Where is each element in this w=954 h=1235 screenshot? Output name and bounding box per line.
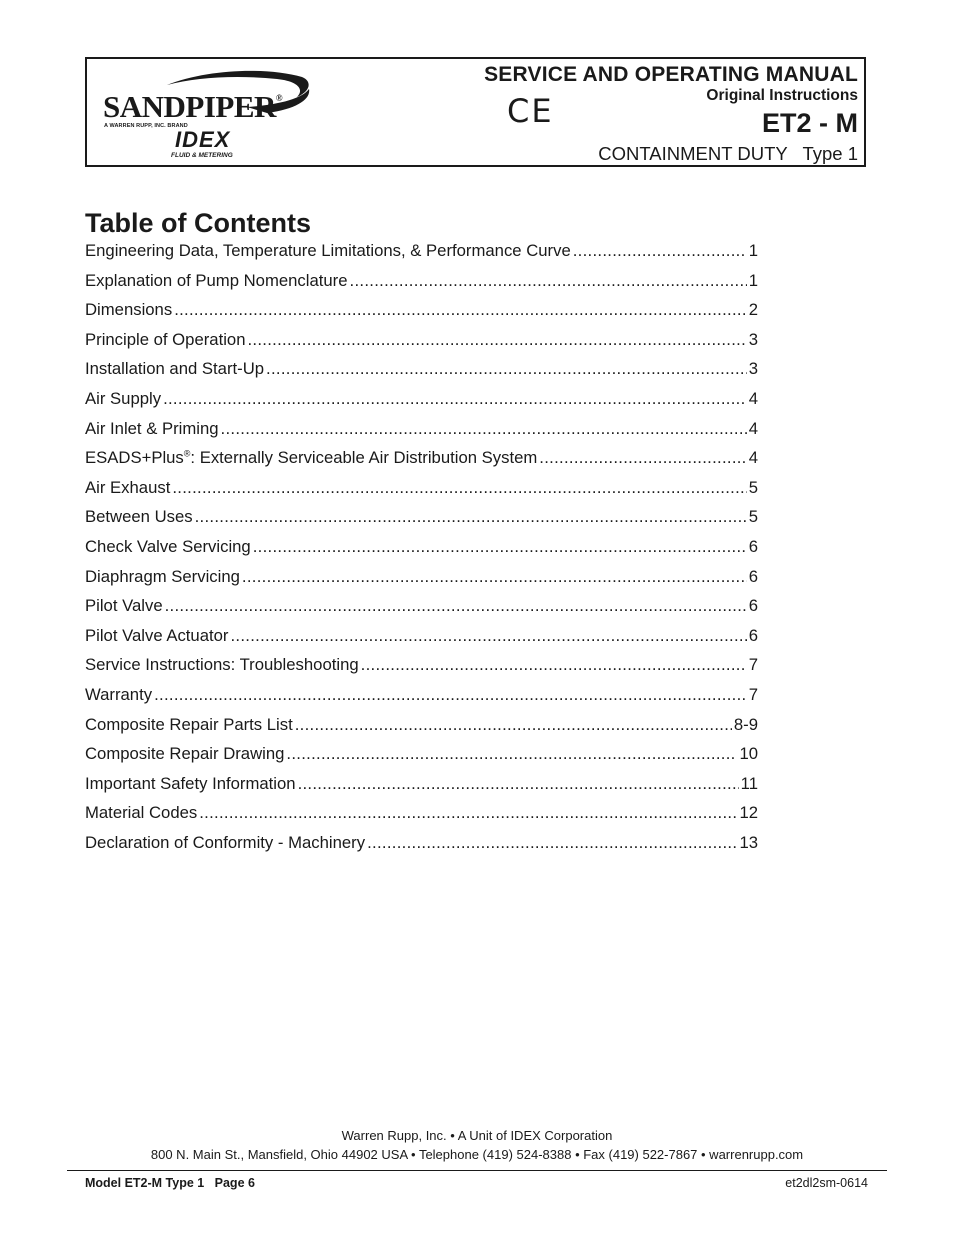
toc-entry-title: Air Inlet & Priming [85, 418, 219, 438]
toc-leader-dots [174, 300, 747, 320]
toc-entry[interactable] [85, 685, 758, 715]
toc-entry[interactable] [85, 803, 758, 833]
toc-entry-title: Material Codes [85, 803, 198, 823]
footer-model-page: Model ET2-M Type 1 Page 6 [85, 1176, 255, 1190]
toc-entry-title: Check Valve Servicing [85, 536, 251, 556]
toc-leader-dots [367, 833, 737, 853]
toc-entry-title: Pilot Valve [85, 596, 163, 616]
toc-entry-page: 10 [739, 744, 758, 764]
toc-entry-title: Principle of Operation [85, 329, 246, 349]
brand-wordmark [103, 89, 282, 125]
toc-entry-page: 1 [748, 270, 758, 290]
ce-mark-icon: CE [507, 92, 554, 130]
toc-entry[interactable] [85, 419, 758, 449]
toc-leader-dots [199, 803, 737, 823]
sandpiper-logo [97, 67, 327, 163]
footer-address: 800 N. Main St., Mansfield, Ohio 44902 USA • Telephone (419) 524-8388 • Fax (419) 522-7867 • warrenrupp.com [150, 1147, 804, 1162]
toc-entry[interactable] [85, 389, 758, 419]
toc-entry-page: 7 [748, 655, 758, 675]
toc-leader-dots [163, 389, 747, 409]
toc-entry-title: Service Instructions: Troubleshooting [85, 655, 359, 675]
toc-entry[interactable] [85, 359, 758, 389]
toc-entry[interactable] [85, 537, 758, 567]
toc-entry-page: 7 [748, 684, 758, 704]
toc-entry-title: Composite Repair Parts List [85, 714, 293, 734]
toc-leader-dots [172, 478, 746, 498]
toc-entry[interactable] [85, 300, 758, 330]
toc-entry-title-rest: : Externally Serviceable Air Distribution System [190, 448, 538, 468]
toc-entry[interactable] [85, 507, 758, 537]
toc-entry-page: 5 [748, 477, 758, 497]
toc-entry-title [85, 448, 537, 468]
toc-leader-dots [350, 271, 747, 291]
toc-leader-dots [165, 596, 747, 616]
idex-logo: IDEX [175, 127, 231, 152]
footer-divider [67, 1170, 887, 1171]
toc-entry-title: Engineering Data, Temperature Limitations, & Performance Curve [85, 241, 571, 260]
toc-leader-dots [242, 567, 747, 587]
toc-leader-dots [298, 774, 739, 794]
toc-entry[interactable] [85, 715, 758, 745]
brand-name: SANDPIPER [103, 89, 276, 124]
toc-entry[interactable] [85, 833, 758, 863]
toc-entry-page: 12 [739, 803, 758, 823]
toc-entry[interactable] [85, 478, 758, 508]
toc-entry-title: Air Supply [85, 388, 162, 408]
duty-type: CONTAINMENT DUTY Type 1 [598, 143, 858, 164]
toc-entry[interactable] [85, 271, 758, 301]
toc-entry-page: 6 [748, 566, 758, 586]
toc-leader-dots [361, 655, 747, 675]
toc-entry[interactable] [85, 626, 758, 656]
toc-entry-title: Explanation of Pump Nomenclature [85, 270, 348, 290]
toc-entry-page: 3 [748, 329, 758, 349]
toc-entry[interactable] [85, 448, 758, 478]
toc-entry[interactable] [85, 744, 758, 774]
toc-entry-page: 5 [748, 507, 758, 527]
toc-entry-page: 3 [748, 359, 758, 379]
toc-leader-dots [295, 715, 732, 735]
toc-entry-title: Important Safety Information [85, 773, 296, 793]
toc-leader-dots [266, 359, 747, 379]
toc-entry[interactable] [85, 330, 758, 360]
toc-entry-page: 13 [739, 832, 758, 852]
toc-entry-title: Composite Repair Drawing [85, 744, 285, 764]
toc-leader-dots [539, 448, 746, 468]
registered-mark: ® [183, 448, 191, 459]
toc-entry-page: 1 [748, 241, 758, 260]
toc-leader-dots [221, 419, 747, 439]
brand-tagline: A WARREN RUPP, INC. BRAND [104, 123, 188, 129]
manual-subtitle: Original Instructions [706, 87, 858, 104]
toc-entry-page: 6 [748, 536, 758, 556]
toc-entry[interactable] [85, 774, 758, 804]
toc-entry-title: Declaration of Conformity - Machinery [85, 832, 366, 852]
toc-leader-dots [230, 626, 746, 646]
footer-doc-code: et2dl2sm-0614 [785, 1176, 868, 1190]
manual-title: SERVICE AND OPERATING MANUAL [484, 63, 858, 86]
toc-entry-page: 2 [748, 300, 758, 320]
toc-entry-page: 4 [748, 448, 758, 468]
toc-entry-page: 6 [748, 625, 758, 645]
toc-heading: Table of Contents [85, 208, 311, 238]
toc-entry-page: 4 [748, 388, 758, 408]
toc-entry-title-main: ESADS+Plus [85, 448, 184, 468]
toc-entry-page: 11 [740, 773, 758, 793]
toc-entry-title: Dimensions [85, 300, 173, 320]
footer-company: Warren Rupp, Inc. • A Unit of IDEX Corporation [341, 1128, 613, 1143]
toc-entry-title: Between Uses [85, 507, 193, 527]
toc-entry-page: 4 [748, 418, 758, 438]
header-box [85, 57, 866, 167]
toc-entry-title: Warranty [85, 684, 153, 704]
toc-entry[interactable] [85, 596, 758, 626]
toc-entry-title: Pilot Valve Actuator [85, 625, 229, 645]
toc-leader-dots [195, 507, 747, 527]
toc-entry[interactable] [85, 655, 758, 685]
toc-entry-page: 6 [748, 596, 758, 616]
idex-subtitle: FLUID & METERING [171, 152, 233, 159]
toc-leader-dots [573, 241, 747, 261]
toc-leader-dots [247, 330, 746, 350]
toc-leader-dots [286, 744, 737, 764]
toc-leader-dots [154, 685, 747, 705]
toc-entry-title: Diaphragm Servicing [85, 566, 240, 586]
toc-leader-dots [253, 537, 747, 557]
model-number: ET2 - M [761, 108, 858, 138]
registered-mark: ® [275, 93, 283, 103]
toc-entry[interactable] [85, 241, 758, 271]
toc-entry-page: 8-9 [733, 714, 758, 734]
toc-entry[interactable] [85, 567, 758, 597]
toc-entry-title: Installation and Start-Up [85, 359, 265, 379]
toc-entry-title: Air Exhaust [85, 477, 171, 497]
toc-list [85, 241, 758, 862]
